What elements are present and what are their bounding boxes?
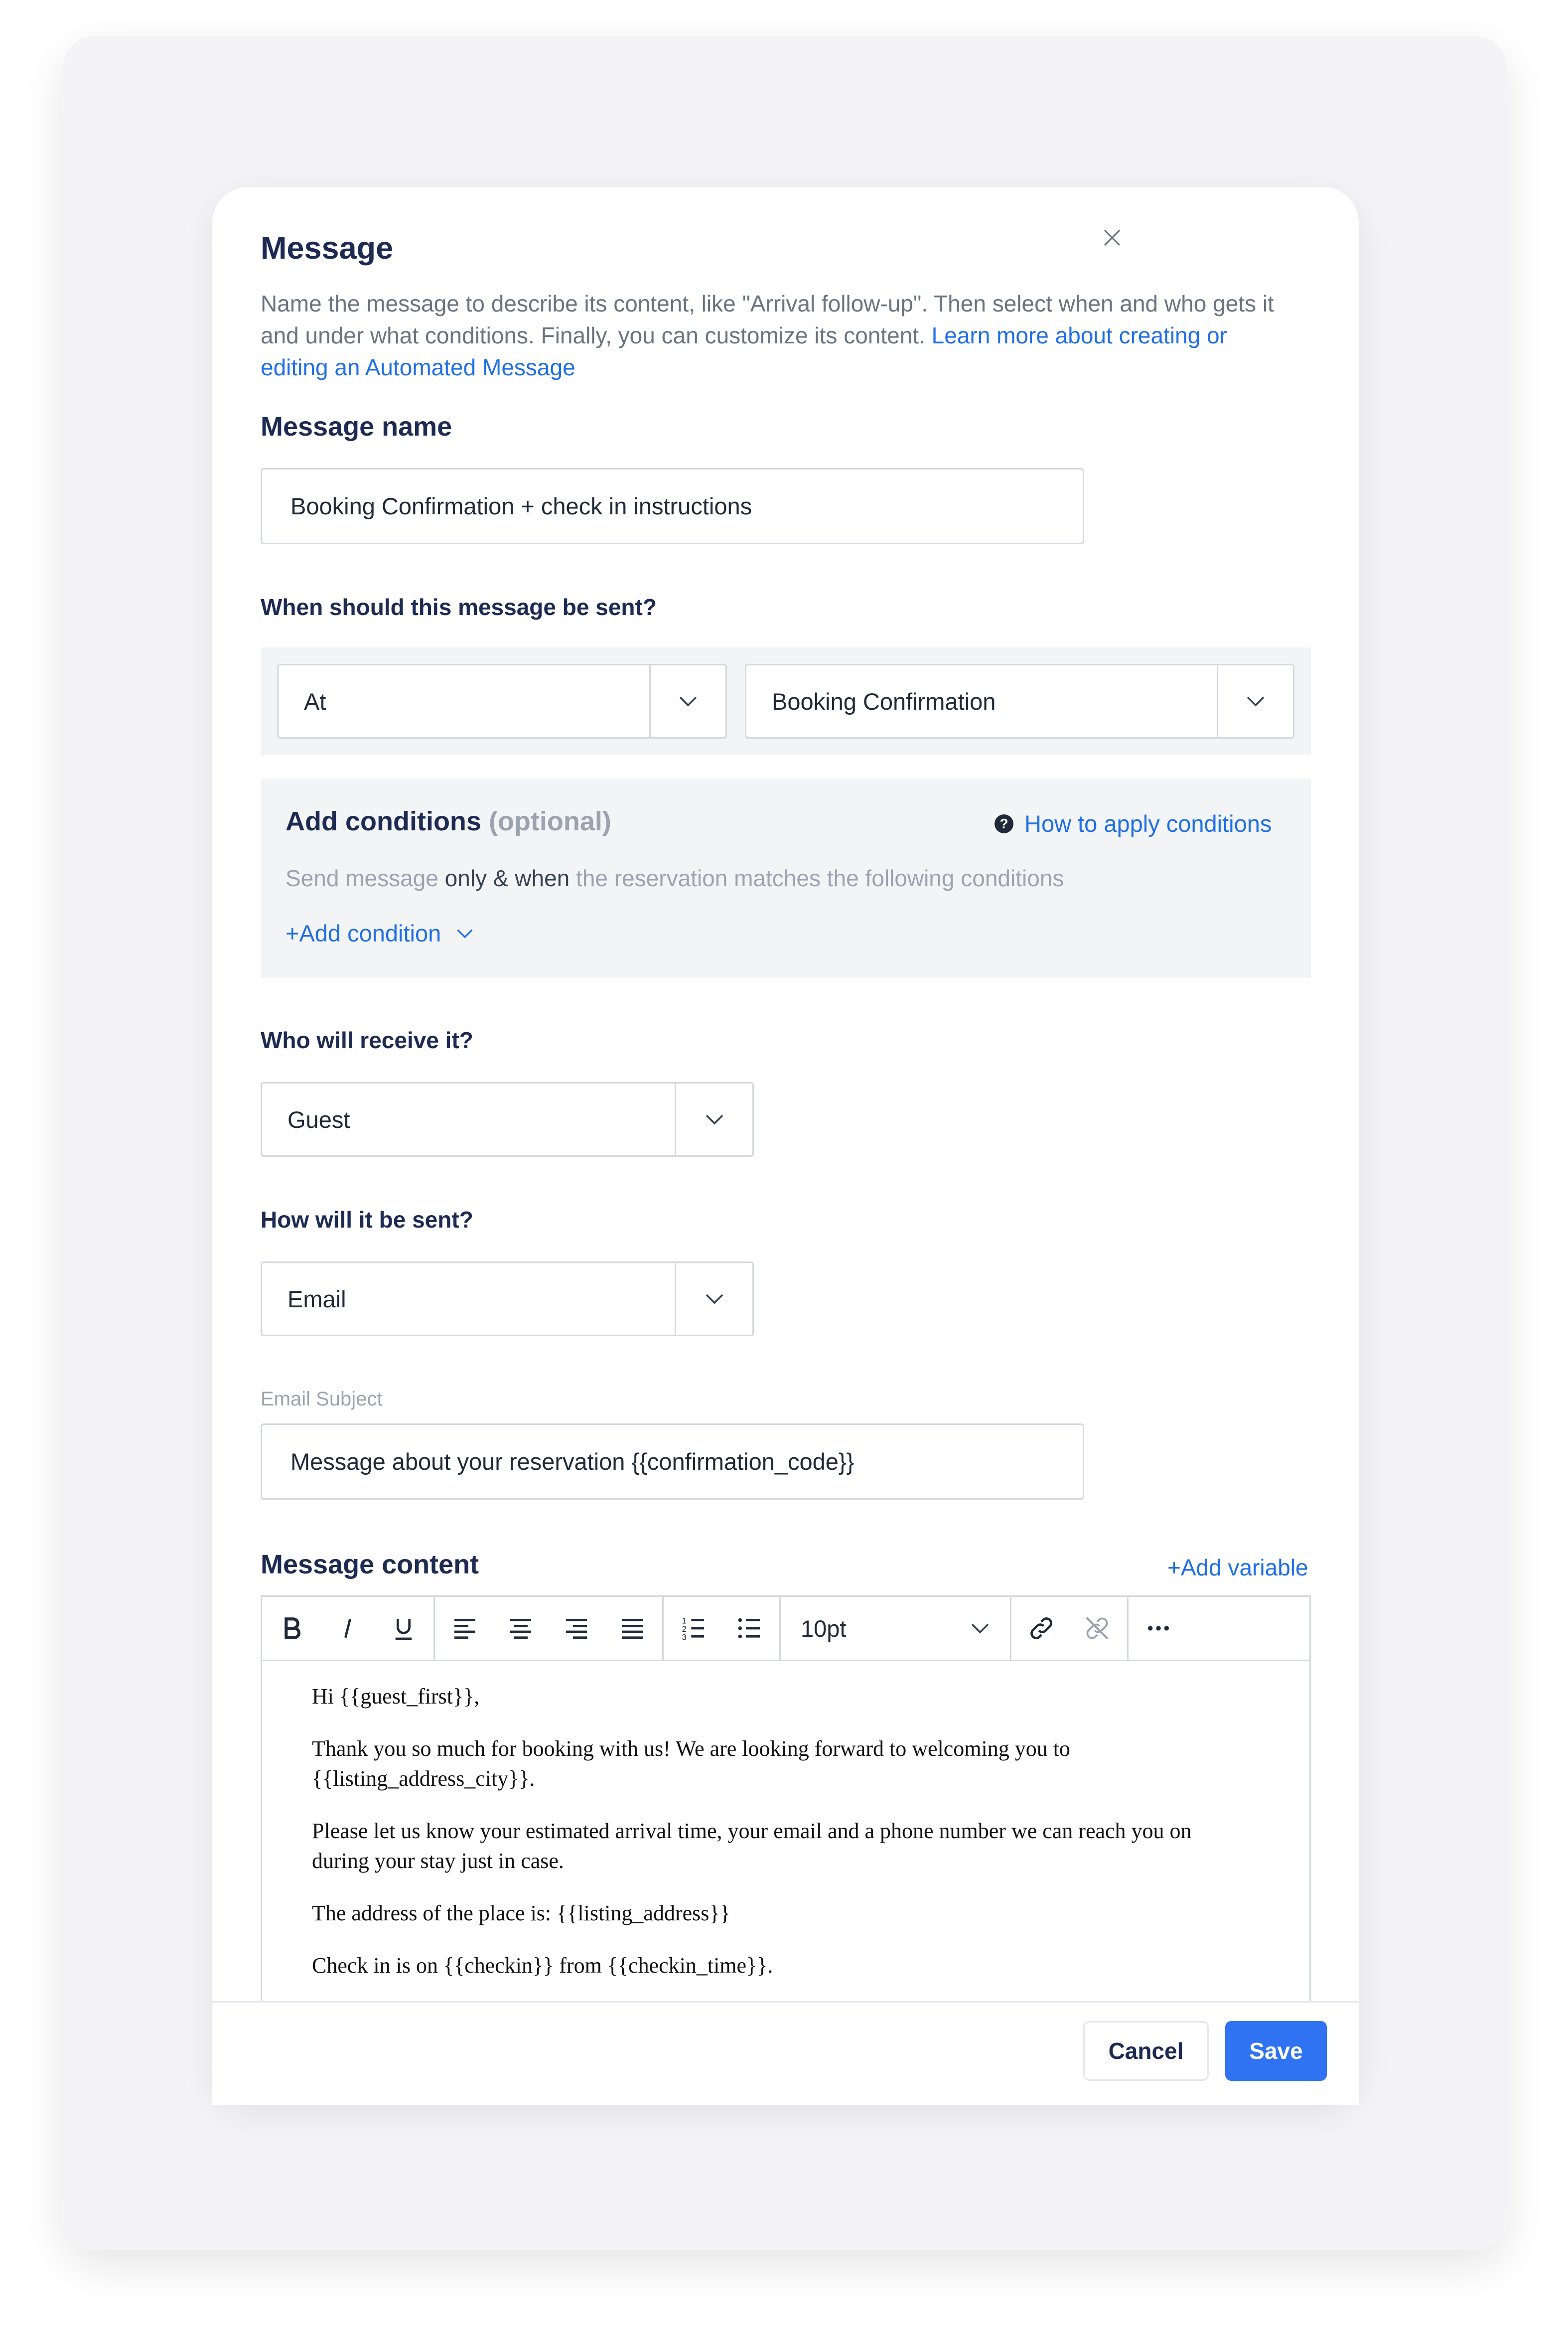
message-content-label: Message content	[261, 1550, 479, 1579]
description-text: Name the message to describe its content, like "Arrival follow-up". Then select when and who gets it and under what conditions. Finally, you can customize its content.	[261, 291, 1274, 348]
chevron-down-icon	[456, 928, 474, 939]
chevron-down-icon	[1217, 665, 1293, 737]
link-icon[interactable]	[1013, 1597, 1069, 1660]
unlink-icon[interactable]	[1069, 1597, 1125, 1660]
conditions-title-text: Add conditions	[285, 806, 481, 836]
question-icon: ?	[995, 814, 1013, 833]
learn-more-link[interactable]: Learn more about creating or editing an Automated Message	[261, 322, 1227, 380]
chevron-down-icon	[675, 1263, 752, 1335]
add-variable-link[interactable]: +Add variable	[1167, 1555, 1308, 1580]
modal-description	[261, 288, 1297, 383]
close-icon[interactable]	[1100, 226, 1124, 250]
channel-select[interactable]	[261, 1261, 754, 1336]
channel-label: How will it be sent?	[261, 1207, 473, 1233]
align-left-icon[interactable]	[437, 1597, 493, 1660]
message-name-value: Booking Confirmation + check in instructions	[290, 493, 752, 519]
save-button[interactable]: Save	[1225, 2021, 1327, 2081]
timing-label: When should this message be sent?	[261, 594, 657, 620]
toolbar-format-group	[262, 1597, 435, 1660]
timing-when-select[interactable]	[277, 664, 727, 739]
add-condition-label: +Add condition	[285, 920, 441, 946]
editor-toolbar	[262, 1597, 1309, 1661]
timing-event-value: Booking Confirmation	[772, 688, 996, 715]
align-right-icon[interactable]	[549, 1597, 604, 1660]
conditions-text-pre: Send message	[285, 865, 445, 891]
content-paragraph: Hi {{guest_first}},	[312, 1684, 480, 1709]
more-options-icon[interactable]	[1131, 1597, 1186, 1660]
chevron-down-icon	[649, 665, 725, 737]
bullet-list-icon[interactable]	[721, 1597, 777, 1660]
content-paragraph: Please let us know your estimated arrival time, your email and a phone number we can reach you on during your stay just in case.	[312, 1819, 1192, 1873]
timing-when-value: At	[304, 688, 326, 715]
italic-icon[interactable]	[320, 1597, 376, 1660]
toolbar-link-group	[1011, 1597, 1129, 1660]
toolbar-list-group	[664, 1597, 781, 1660]
align-center-icon[interactable]	[493, 1597, 549, 1660]
font-size-value: 10pt	[801, 1615, 847, 1642]
svg-text:2: 2	[682, 1625, 687, 1634]
toolbar-align-group	[435, 1597, 664, 1660]
align-justify-icon[interactable]	[604, 1597, 660, 1660]
svg-text:3: 3	[682, 1633, 687, 1642]
bold-icon[interactable]	[264, 1597, 320, 1660]
editor-content[interactable]	[312, 1682, 1249, 2003]
conditions-description	[285, 865, 1064, 892]
toolbar-more-group	[1129, 1597, 1188, 1660]
conditions-text-emphasis: only & when	[444, 865, 570, 891]
conditions-help-link[interactable]	[995, 810, 1272, 837]
message-name-label: Message name	[261, 412, 452, 442]
content-paragraph: The address of the place is: {{listing_address}}	[312, 1901, 730, 1925]
recipient-value: Guest	[287, 1106, 350, 1133]
content-paragraph: Thank you so much for booking with us! We are looking forward to welcoming you to {{listing_address_city}}.	[312, 1736, 1070, 1791]
toolbar-fontsize-group	[781, 1597, 1011, 1660]
message-name-input[interactable]	[261, 468, 1084, 544]
chevron-down-icon	[675, 1084, 752, 1155]
cancel-button[interactable]: Cancel	[1083, 2021, 1209, 2081]
svg-text:1: 1	[682, 1616, 687, 1626]
email-subject-label: Email Subject	[261, 1388, 383, 1410]
email-subject-value: Message about your reservation {{confirmation_code}}	[290, 1448, 855, 1475]
content-paragraph: Check in is on {{checkin}} from {{checkin_time}}.	[312, 1953, 773, 1978]
conditions-title	[285, 806, 611, 837]
timing-event-select[interactable]	[745, 664, 1294, 739]
chevron-down-icon	[970, 1622, 990, 1634]
conditions-text-post: the reservation matches the following conditions	[570, 865, 1064, 891]
font-size-select[interactable]	[781, 1615, 1010, 1642]
modal-title: Message	[261, 231, 394, 266]
recipient-select[interactable]	[261, 1082, 754, 1157]
add-condition-button[interactable]	[285, 920, 474, 947]
conditions-help-text: How to apply conditions	[1024, 810, 1272, 837]
channel-value: Email	[287, 1285, 346, 1312]
underline-icon[interactable]	[376, 1597, 431, 1660]
numbered-list-icon[interactable]	[666, 1597, 721, 1660]
conditions-optional: (optional)	[488, 806, 611, 836]
recipient-label: Who will receive it?	[261, 1027, 473, 1053]
email-subject-input[interactable]	[261, 1423, 1084, 1500]
